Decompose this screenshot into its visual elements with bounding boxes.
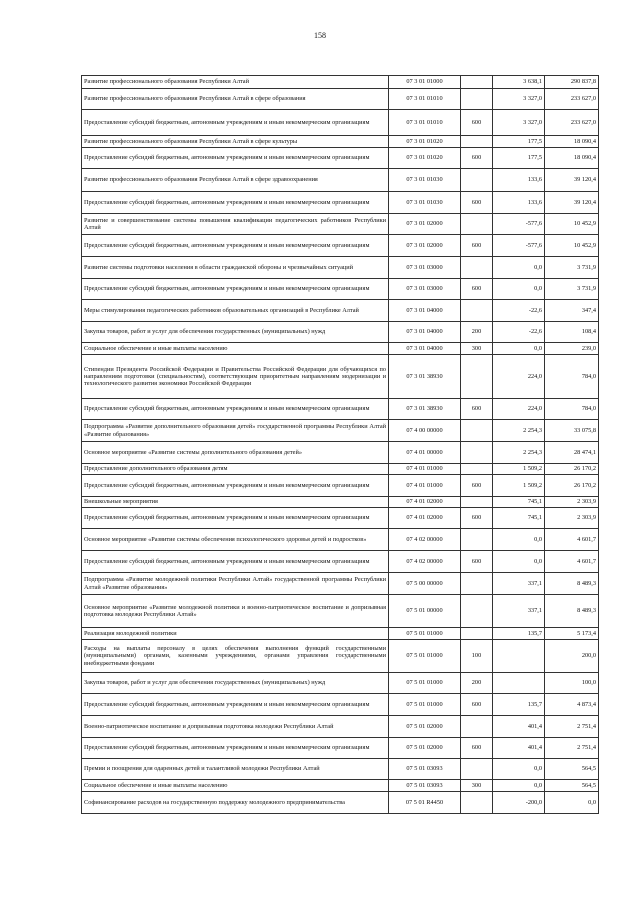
row-name-cell: Предоставление дополнительного образования детям [82,464,389,475]
row-name-cell: Предоставление субсидий бюджетным, автономным учреждениям и иным некоммерческим организациям [82,110,389,136]
row-code-cell: 07 4 02 00000 [389,551,461,573]
row-code-cell: 07 3 01 38930 [389,399,461,420]
table-row [82,148,599,169]
row-amount-total-cell: 564,5 [545,780,599,792]
row-amount-change-cell: -22,6 [493,300,545,322]
row-name-cell: Премии и поощрения для одаренных детей и талантливой молодежи Республики Алтай [82,759,389,780]
row-expense-type-cell: 600 [461,148,493,169]
table-row [82,355,599,399]
table-row [82,508,599,529]
row-name-cell: Предоставление субсидий бюджетным, автономным учреждениям и иным некоммерческим организациям [82,399,389,420]
row-expense-type-cell [461,716,493,738]
row-name-cell: Расходы на выплаты персоналу в целях обеспечения выполнения функций государственными (муниципальными) органами, казенными учреждениями, органами управления государственными внебюджетными фондами [82,640,389,673]
row-expense-type-cell [461,76,493,89]
row-amount-total-cell: 290 837,8 [545,76,599,89]
row-amount-total-cell: 18 090,4 [545,148,599,169]
row-name-cell: Военно-патриотическое воспитание и допризывная подготовка молодежи Республики Алтай [82,716,389,738]
row-amount-change-cell: 3 327,0 [493,110,545,136]
table-row [82,759,599,780]
row-code-cell: 07 3 01 01020 [389,136,461,148]
row-expense-type-cell [461,792,493,814]
row-amount-change-cell: 177,5 [493,148,545,169]
row-expense-type-cell [461,595,493,628]
row-name-cell: Подпрограмма «Развитие дополнительного образования детей» государственной программы Республики Алтай «Развитие образования» [82,420,389,442]
row-code-cell: 07 5 01 01000 [389,640,461,673]
table-row [82,780,599,792]
row-expense-type-cell: 600 [461,279,493,300]
row-code-cell: 07 3 01 03000 [389,279,461,300]
row-amount-total-cell: 239,0 [545,343,599,355]
row-expense-type-cell: 600 [461,694,493,716]
row-expense-type-cell: 600 [461,508,493,529]
row-expense-type-cell [461,497,493,508]
row-name-cell: Основное мероприятие «Развитие молодежной политики и военно-патриотическое воспитание и допризывная подготовка молодежи Республики Алтай» [82,595,389,628]
row-expense-type-cell [461,464,493,475]
row-name-cell: Развитие и совершенствование системы повышения квалификации педагогических работников Республики Алтай [82,214,389,235]
row-amount-change-cell: 133,6 [493,169,545,192]
row-amount-total-cell: 233 627,0 [545,110,599,136]
row-amount-change-cell: 133,6 [493,192,545,214]
row-name-cell: Социальное обеспечение и иные выплаты населению [82,343,389,355]
table-row [82,595,599,628]
row-name-cell: Развитие профессионального образования Республики Алтай в сфере образования [82,89,389,110]
row-name-cell: Закупка товаров, работ и услуг для обеспечения государственных (муниципальных) нужд [82,322,389,343]
row-code-cell: 07 3 01 04000 [389,300,461,322]
budget-table [81,75,599,814]
row-name-cell: Закупка товаров, работ и услуг для обеспечения государственных (муниципальных) нужд [82,673,389,694]
row-amount-change-cell: 0,0 [493,551,545,573]
row-code-cell: 07 3 01 01000 [389,76,461,89]
row-code-cell: 07 3 01 38930 [389,355,461,399]
row-amount-total-cell: 3 731,9 [545,257,599,279]
table-row [82,89,599,110]
row-name-cell: Социальное обеспечение и иные выплаты населению [82,780,389,792]
row-amount-change-cell: 224,0 [493,355,545,399]
row-amount-total-cell: 0,0 [545,792,599,814]
row-expense-type-cell: 600 [461,110,493,136]
row-code-cell: 07 3 01 01010 [389,110,461,136]
table-row [82,169,599,192]
row-code-cell: 07 5 01 R4450 [389,792,461,814]
row-expense-type-cell [461,89,493,110]
row-amount-change-cell: 224,0 [493,399,545,420]
row-code-cell: 07 3 01 01030 [389,169,461,192]
row-code-cell: 07 5 01 03093 [389,780,461,792]
row-amount-total-cell: 200,0 [545,640,599,673]
row-amount-total-cell: 100,0 [545,673,599,694]
row-amount-total-cell: 784,0 [545,399,599,420]
row-expense-type-cell [461,759,493,780]
row-amount-change-cell: 0,0 [493,780,545,792]
table-row [82,673,599,694]
row-name-cell: Развитие профессионального образования Республики Алтай [82,76,389,89]
row-amount-total-cell: 8 489,3 [545,573,599,595]
row-amount-total-cell: 8 489,3 [545,595,599,628]
row-amount-change-cell: 2 254,3 [493,420,545,442]
table-row [82,322,599,343]
row-code-cell: 07 3 01 02000 [389,235,461,257]
row-name-cell: Развитие системы подготовки населения в области гражданской обороны и чрезвычайных ситуаций [82,257,389,279]
row-name-cell: Развитие профессионального образования Республики Алтай в сфере здравоохранения [82,169,389,192]
row-name-cell: Предоставление субсидий бюджетным, автономным учреждениям и иным некоммерческим организациям [82,148,389,169]
row-amount-change-cell: 0,0 [493,759,545,780]
row-amount-total-cell: 4 601,7 [545,551,599,573]
row-code-cell: 07 3 01 01030 [389,192,461,214]
row-amount-total-cell: 39 120,4 [545,169,599,192]
table-row [82,192,599,214]
row-amount-total-cell: 2 303,9 [545,497,599,508]
row-amount-change-cell: 2 254,3 [493,442,545,464]
row-code-cell: 07 5 01 02000 [389,716,461,738]
row-name-cell: Предоставление субсидий бюджетным, автономным учреждениям и иным некоммерческим организациям [82,235,389,257]
row-amount-total-cell: 28 474,1 [545,442,599,464]
table-row [82,214,599,235]
row-name-cell: Основное мероприятие «Развитие системы дополнительного образования детей» [82,442,389,464]
table-row [82,716,599,738]
row-code-cell: 07 3 01 04000 [389,343,461,355]
table-row [82,257,599,279]
row-amount-total-cell: 2 303,9 [545,508,599,529]
row-code-cell: 07 4 02 00000 [389,529,461,551]
row-amount-total-cell: 26 170,2 [545,475,599,497]
row-code-cell: 07 4 01 01000 [389,475,461,497]
row-amount-total-cell: 2 751,4 [545,716,599,738]
row-amount-change-cell: 745,1 [493,508,545,529]
table-row [82,399,599,420]
row-code-cell: 07 4 01 02000 [389,508,461,529]
row-amount-total-cell: 4 873,4 [545,694,599,716]
row-name-cell: Предоставление субсидий бюджетным, автономным учреждениям и иным некоммерческим организациям [82,508,389,529]
table-row [82,464,599,475]
row-name-cell: Основное мероприятие «Развитие системы обеспечения психологического здоровья детей и подростков» [82,529,389,551]
row-amount-change-cell: -200,0 [493,792,545,814]
row-amount-change-cell: 177,5 [493,136,545,148]
row-amount-change-cell: 0,0 [493,529,545,551]
row-amount-total-cell: 18 090,4 [545,136,599,148]
row-code-cell: 07 4 00 00000 [389,420,461,442]
table-row [82,628,599,640]
table-row [82,300,599,322]
table-row [82,551,599,573]
row-amount-change-cell: 337,1 [493,595,545,628]
row-amount-change-cell: -577,6 [493,235,545,257]
row-code-cell: 07 5 01 01000 [389,694,461,716]
row-expense-type-cell: 600 [461,738,493,759]
table-row [82,529,599,551]
table-row [82,235,599,257]
row-expense-type-cell [461,529,493,551]
row-expense-type-cell: 600 [461,192,493,214]
row-code-cell: 07 5 00 00000 [389,573,461,595]
row-code-cell: 07 3 01 03000 [389,257,461,279]
table-row [82,110,599,136]
row-amount-total-cell: 347,4 [545,300,599,322]
page-number: 158 [314,31,326,40]
table-row [82,640,599,673]
row-amount-change-cell: 3 638,1 [493,76,545,89]
row-code-cell: 07 5 01 01000 [389,628,461,640]
row-amount-total-cell: 5 173,4 [545,628,599,640]
row-expense-type-cell [461,442,493,464]
row-amount-change-cell: 135,7 [493,694,545,716]
row-amount-change-cell [493,640,545,673]
row-expense-type-cell [461,300,493,322]
row-amount-total-cell: 784,0 [545,355,599,399]
row-amount-change-cell: 0,0 [493,279,545,300]
row-name-cell: Стипендии Президента Российской Федерации и Правительства Российской Федерации для обучающихся по направлениям подготовки (специальностям), соответствующим приоритетным направлениям модернизации и технологического развития экономики Российской Федерации [82,355,389,399]
row-name-cell: Предоставление субсидий бюджетным, автономным учреждениям и иным некоммерческим организациям [82,738,389,759]
row-amount-total-cell: 39 120,4 [545,192,599,214]
row-amount-change-cell: 0,0 [493,257,545,279]
row-expense-type-cell [461,257,493,279]
table-row [82,420,599,442]
row-amount-total-cell: 4 601,7 [545,529,599,551]
row-amount-total-cell: 26 170,2 [545,464,599,475]
table-row [82,694,599,716]
row-expense-type-cell [461,355,493,399]
row-expense-type-cell [461,420,493,442]
table-row [82,343,599,355]
row-name-cell: Меры стимулирования педагогических работников образовательных организаций в Республике Алтай [82,300,389,322]
row-amount-total-cell: 108,4 [545,322,599,343]
row-name-cell: Предоставление субсидий бюджетным, автономным учреждениям и иным некоммерческим организациям [82,694,389,716]
row-name-cell: Софинансирование расходов на государственную поддержку молодежного предпринимательства [82,792,389,814]
row-name-cell: Предоставление субсидий бюджетным, автономным учреждениям и иным некоммерческим организациям [82,279,389,300]
row-amount-change-cell: -22,6 [493,322,545,343]
table-row [82,76,599,89]
table-row [82,136,599,148]
row-expense-type-cell [461,214,493,235]
row-expense-type-cell [461,628,493,640]
row-code-cell: 07 4 01 02000 [389,497,461,508]
row-amount-total-cell: 10 452,9 [545,214,599,235]
row-expense-type-cell: 200 [461,673,493,694]
row-name-cell: Предоставление субсидий бюджетным, автономным учреждениям и иным некоммерческим организациям [82,192,389,214]
row-amount-total-cell: 233 627,0 [545,89,599,110]
row-code-cell: 07 5 01 02000 [389,738,461,759]
row-code-cell: 07 3 01 04000 [389,322,461,343]
row-amount-change-cell [493,673,545,694]
row-amount-change-cell: 337,1 [493,573,545,595]
row-amount-total-cell: 10 452,9 [545,235,599,257]
row-code-cell: 07 3 01 01010 [389,89,461,110]
table-row [82,573,599,595]
row-expense-type-cell: 600 [461,399,493,420]
row-expense-type-cell [461,169,493,192]
row-name-cell: Подпрограмма «Развитие молодежной политики Республики Алтай» государственной программы Республики Алтай «Развитие образования» [82,573,389,595]
row-code-cell: 07 4 01 01000 [389,464,461,475]
row-amount-change-cell: 745,1 [493,497,545,508]
row-code-cell: 07 3 01 02000 [389,214,461,235]
row-amount-change-cell: 401,4 [493,716,545,738]
row-code-cell: 07 3 01 01020 [389,148,461,169]
row-expense-type-cell: 600 [461,235,493,257]
row-amount-total-cell: 3 731,9 [545,279,599,300]
row-amount-change-cell: 1 509,2 [493,464,545,475]
row-amount-total-cell: 33 075,8 [545,420,599,442]
row-expense-type-cell: 200 [461,322,493,343]
table-row [82,738,599,759]
row-amount-total-cell: 564,5 [545,759,599,780]
row-expense-type-cell: 100 [461,640,493,673]
row-name-cell: Развитие профессионального образования Республики Алтай в сфере культуры [82,136,389,148]
table-row [82,279,599,300]
row-amount-change-cell: 1 509,2 [493,475,545,497]
table-row [82,497,599,508]
table-row [82,475,599,497]
row-expense-type-cell [461,136,493,148]
row-amount-change-cell: 0,0 [493,343,545,355]
row-amount-total-cell: 2 751,4 [545,738,599,759]
row-name-cell: Внешкольные мероприятия [82,497,389,508]
row-amount-change-cell: 401,4 [493,738,545,759]
row-name-cell: Реализация молодежной политики [82,628,389,640]
row-amount-change-cell: -577,6 [493,214,545,235]
row-code-cell: 07 5 01 00000 [389,595,461,628]
row-amount-change-cell: 3 327,0 [493,89,545,110]
row-expense-type-cell: 300 [461,780,493,792]
table-row [82,442,599,464]
row-name-cell: Предоставление субсидий бюджетным, автономным учреждениям и иным некоммерческим организациям [82,475,389,497]
row-expense-type-cell: 300 [461,343,493,355]
table-row [82,792,599,814]
row-expense-type-cell: 600 [461,475,493,497]
row-expense-type-cell [461,573,493,595]
row-amount-change-cell: 135,7 [493,628,545,640]
row-code-cell: 07 5 01 03093 [389,759,461,780]
row-code-cell: 07 5 01 01000 [389,673,461,694]
row-expense-type-cell: 600 [461,551,493,573]
row-name-cell: Предоставление субсидий бюджетным, автономным учреждениям и иным некоммерческим организациям [82,551,389,573]
row-code-cell: 07 4 01 00000 [389,442,461,464]
